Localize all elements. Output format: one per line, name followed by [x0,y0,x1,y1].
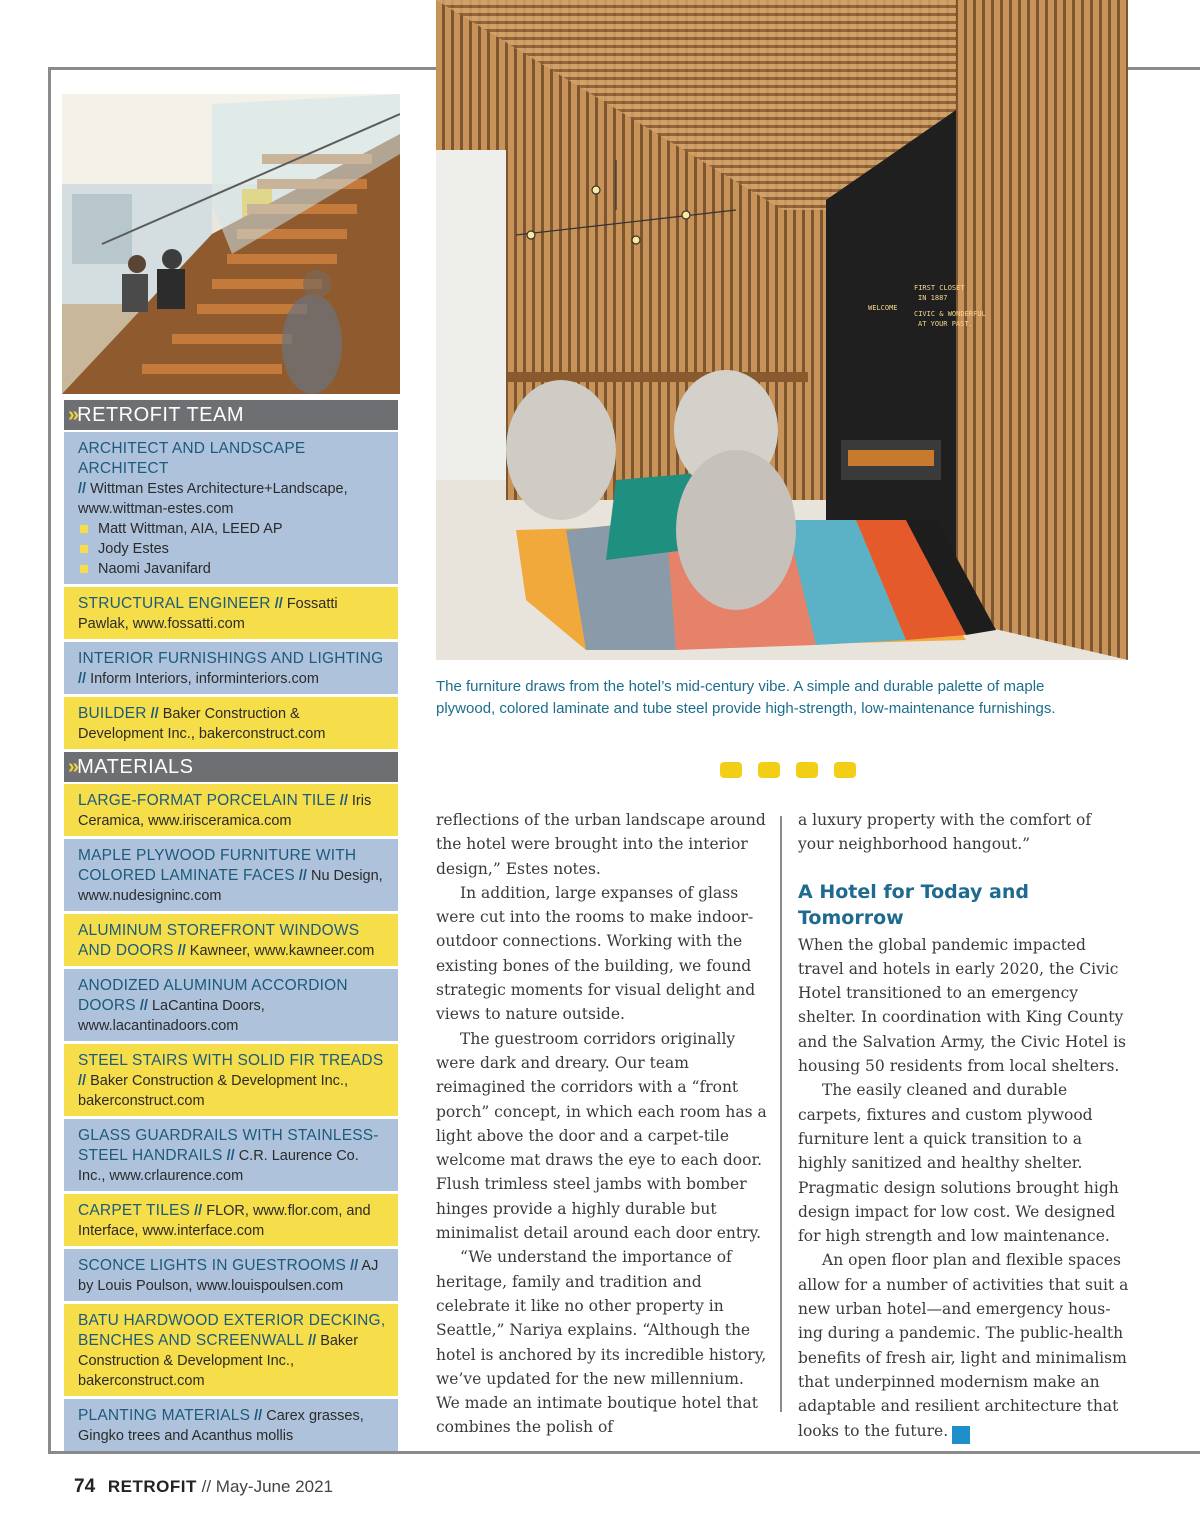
material-entry [64,1304,398,1396]
separator: // [150,706,159,722]
material-entry [64,839,398,911]
wall-sign-line: WELCOME [868,304,898,312]
material-entry [64,1119,398,1191]
material-entry [64,969,398,1041]
sidebar [64,400,398,1454]
team-person: Naomi Javanifard [78,559,388,579]
material-label: LARGE-FORMAT PORCELAIN TILE [78,792,336,809]
separator: // [274,596,283,612]
material-text: Kawneer, www.kawneer.com [189,943,375,959]
end-of-article-icon: R [952,1426,970,1444]
material-text: Carex grasses, Gingko trees and Acanthus mollis [78,1408,364,1444]
body-paragraph: reflections of the urban landscape around the hotel were brought into the interior design,” Estes notes. [436,811,766,878]
material-text: FLOR, www.flor.com, and Interface, www.interface.com [78,1203,371,1239]
material-entry [64,1399,398,1451]
wall-sign-line: CIVIC & WONDERFUL [914,310,986,318]
separator: // [339,793,348,809]
frame-rule-top-right [1128,67,1200,70]
team-person: Matt Wittman, AIA, LEED AP [78,519,388,539]
body-paragraph: “We understand the importance of heritage, family and tradition and celebrate it like no other property in Seattle,” Nariya explains. “Although the hotel is anchored by its incredible history, we’ve updated for the new millennium. We made an intimate boutique hotel that combines the polish of [436,1248,767,1437]
body-paragraph: When the global pandemic impacted travel and hotels in early 2020, the Civic Hotel transitioned to an emergency shelter. In coordination with King County and the Salvation Army, the Civic Hotel is housing 50 residents from local shelters. [798,935,1126,1076]
materials-heading-text: MATERIALS [77,756,194,778]
material-label: CARPET TILES [78,1202,191,1219]
team-entry-label: STRUCTURAL ENGINEER [78,595,271,612]
material-entry [64,914,398,966]
body-paragraph: The easily cleaned and durable carpets, fixtures and custom plywood furniture lent a quick transition to a highly sanitized and healthy shelter. Pragmatic design solutions brought high design impact for low cost. We designed for high strength and low maintenance. [798,1081,1119,1246]
page-number: 74 [74,1476,96,1497]
material-label: PLANTING MATERIALS [78,1407,251,1424]
material-text: Baker Construction & Development Inc., bakerconstruct.com [78,1333,359,1389]
dot-ornament [834,762,856,778]
material-label: SCONCE LIGHTS IN GUESTROOMS [78,1257,347,1274]
team-entry-text: Inform Interiors, informinteriors.com [90,671,319,687]
separator: // [298,868,307,884]
dot-ornament [758,762,780,778]
team-entry-text: Wittman Estes Architecture+Landscape, www.wittman-estes.com [78,481,348,517]
separator: // [177,943,186,959]
team-entry [64,697,398,749]
material-label: GLASS GUARDRAILS WITH STAINLESS-STEEL HANDRAILS [78,1127,379,1164]
double-chevron-icon: » [68,756,77,778]
separator: // [139,998,148,1014]
column-divider [780,816,782,1412]
dot-ornament [796,762,818,778]
frame-rule-left [48,67,51,1453]
separator: // [194,1203,203,1219]
team-entry [64,642,398,694]
issue-date: May-June 2021 [215,1477,333,1496]
body-column-2 [798,808,1130,1444]
material-text: LaCantina Doors, www.lacantinadoors.com [78,998,265,1034]
material-label: ANODIZED ALUMINUM ACCORDION DOORS [78,977,348,1014]
wall-sign-line: IN 1887 [918,294,948,302]
material-entry [64,1249,398,1301]
frame-rule-top [48,67,438,70]
team-entry-text: Fossatti Pawlak, www.fossatti.com [78,596,338,632]
separator: // [308,1333,317,1349]
decorative-dots [720,762,860,780]
team-entry [64,587,398,639]
double-chevron-icon: » [68,404,77,426]
body-paragraph: An open floor plan and flexible spaces allow for a number of activities that suit a new urban hotel—and emergency hous-ing during a pandemic. The public-health benefits of fresh air, light and minimalism that underpinned modernism make an adaptable and resilient architecture that looks to the future. [798,1251,1129,1440]
material-text: Iris Ceramica, www.irisceramica.com [78,793,372,829]
team-entry-text: Baker Construction & Development Inc., bakerconstruct.com [78,706,326,742]
magazine-name: RETROFIT [107,1477,197,1496]
team-entry-label: ARCHITECT AND LANDSCAPE ARCHITECT [78,440,306,477]
material-text: Baker Construction & Development Inc., bakerconstruct.com [78,1073,348,1109]
retrofit-team-heading-text: RETROFIT TEAM [77,404,245,426]
page-footer [74,1476,333,1498]
team-person: Jody Estes [78,539,388,559]
stairs-photo [62,94,400,394]
separator: // [78,1073,87,1089]
material-label: BATU HARDWOOD EXTERIOR DECKING, BENCHES AND SCREENWALL [78,1312,386,1349]
body-column-1 [436,808,768,1440]
team-entry-label: INTERIOR FURNISHINGS AND LIGHTING [78,650,384,667]
lobby-photo [436,0,1128,660]
material-label: ALUMINUM STOREFRONT WINDOWS AND DOORS [78,922,360,959]
body-paragraph: In addition, large expanses of glass were cut into the rooms to make indoor-outdoor connections. Working with the existing bones of the building, we found strategic moments for visual delight and views to nature outside. [436,883,756,1024]
material-text: C.R. Laurence Co. Inc., www.crlaurence.com [78,1148,359,1184]
body-paragraph: a luxury property with the comfort of your neighborhood hangout.” [798,811,1092,854]
separator: // [226,1148,235,1164]
photo-caption: The furniture draws from the hotel’s mid-century vibe. A simple and durable palette of maple plywood, colored laminate and tube steel provide high-strength, low-maintenance furnishings. [436,678,1056,717]
separator: // [78,481,87,497]
footer-separator: // [201,1477,212,1496]
wall-sign-line: FIRST CLOSET [914,284,965,292]
separator: // [78,671,87,687]
lobby-photo-illustration [436,0,1128,660]
material-label: MAPLE PLYWOOD FURNITURE WITH COLORED LAMINATE FACES [78,847,357,884]
wall-sign-line: AT YOUR PAST. [918,320,973,328]
team-entry-label: BUILDER [78,705,147,722]
separator: // [254,1408,263,1424]
body-paragraph: The guestroom corridors originally were dark and dreary. Our team reimagined the corridors with a “front porch” concept, in which each room has a light above the door and a carpet-tile welcome mat draws the eye to each door. Flush trimless steel jambs with bomber hinges provide a highly durable but minimalist detail around each door entry. [436,1029,767,1243]
section-subhead: A Hotel for Today and Tomorrow [798,880,1029,929]
stairs-photo-illustration [62,94,400,394]
separator: // [350,1258,359,1274]
material-text: Nu Design, www.nudesigninc.com [78,868,383,904]
material-entry [64,1194,398,1246]
team-entry [64,432,398,584]
dot-ornament [720,762,742,778]
material-label: STEEL STAIRS WITH SOLID FIR TREADS [78,1052,384,1069]
team-people-list [78,519,388,579]
retrofit-team-heading [64,400,398,430]
materials-heading [64,752,398,782]
material-entry [64,1044,398,1116]
material-text: AJ by Louis Poulson, www.louispoulsen.com [78,1258,379,1294]
material-entry [64,784,398,836]
